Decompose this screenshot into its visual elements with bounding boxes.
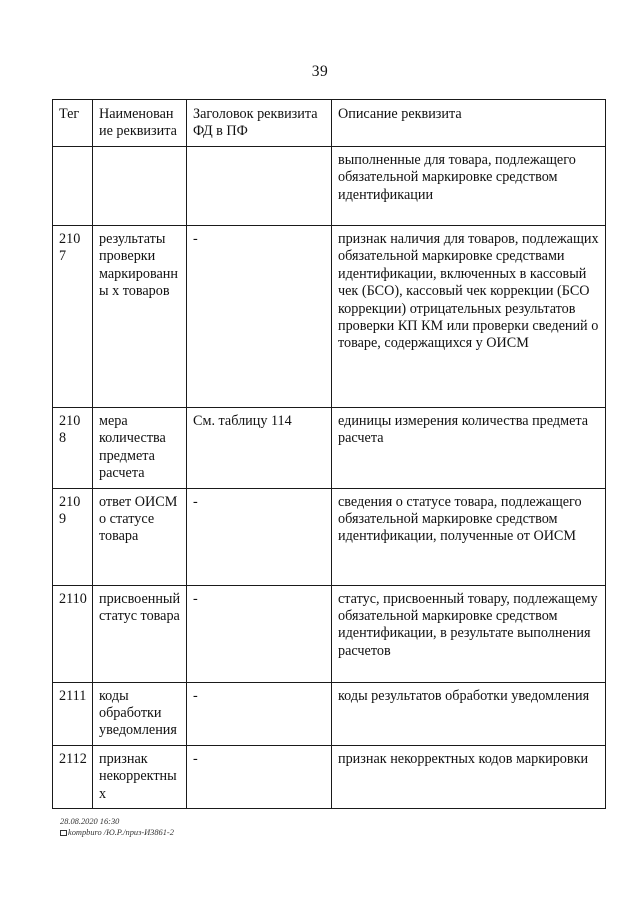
header-description: Описание реквизита: [332, 100, 606, 147]
page-number: 39: [311, 63, 329, 80]
footer-timestamp: 28.08.2020 16:30: [60, 817, 120, 826]
cell-description: единицы измерения количества предмета расчета: [332, 408, 606, 489]
cell-description: коды результатов обработки уведомления: [332, 682, 606, 745]
requisites-table: [52, 99, 606, 809]
cell-tag: 2111: [53, 682, 93, 745]
cell-tag: 2107: [53, 226, 93, 408]
table-row: [53, 488, 606, 585]
cell-fd-heading: -: [187, 226, 332, 408]
cell-tag: [53, 147, 93, 226]
cell-name: ответ ОИСМ о статусе товара: [93, 488, 187, 585]
cell-name: мера количества предмета расчета: [93, 408, 187, 489]
cell-name: признак некорректных: [93, 745, 187, 808]
cell-name: результаты проверки маркированны х товаров: [93, 226, 187, 408]
cell-name: коды обработки уведомления: [93, 682, 187, 745]
footer-path: kompburo /Ю.Р./приз-И3861-2: [68, 827, 174, 837]
cell-description: признак наличия для товаров, подлежащих обязательной маркировке средствами идентификации, включенных в кассовый чек (БСО), кассовый чек коррекции (БСО коррекции) отрицательных результатов проверки КП КМ или проверки сведений о товаре, содержащихся у ОИСМ: [332, 226, 606, 408]
cell-tag: 2109: [53, 488, 93, 585]
cell-description: сведения о статусе товара, подлежащего обязательной маркировке средством идентификации, полученные от ОИСМ: [332, 488, 606, 585]
footer-path-line: [60, 828, 174, 839]
cell-description: выполненные для товара, подлежащего обязательной маркировке средством идентификации: [332, 147, 606, 226]
cell-tag: 2112: [53, 745, 93, 808]
cell-fd-heading: См. таблицу 114: [187, 408, 332, 489]
table-row: [53, 585, 606, 682]
header-name: Наименование реквизита: [93, 100, 187, 147]
cell-fd-heading: -: [187, 682, 332, 745]
cell-fd-heading: -: [187, 488, 332, 585]
table-header-row: [53, 100, 606, 147]
header-tag: Тег: [53, 100, 93, 147]
cell-name: присвоенный статус товара: [93, 585, 187, 682]
table-row: [53, 682, 606, 745]
cell-tag: 2108: [53, 408, 93, 489]
table-row: [53, 147, 606, 226]
cell-description: признак некорректных кодов маркировки: [332, 745, 606, 808]
table-row: [53, 226, 606, 408]
cell-fd-heading: [187, 147, 332, 226]
cell-name: [93, 147, 187, 226]
table-row: [53, 408, 606, 489]
document-icon: [60, 830, 67, 836]
table-row: [53, 745, 606, 808]
header-fd-heading: Заголовок реквизита ФД в ПФ: [187, 100, 332, 147]
cell-tag: 2110: [53, 585, 93, 682]
cell-description: статус, присвоенный товару, подлежащему обязательной маркировке средством идентификации, в результате выполнения расчетов: [332, 585, 606, 682]
cell-fd-heading: -: [187, 745, 332, 808]
cell-fd-heading: -: [187, 585, 332, 682]
document-footer: [60, 817, 174, 838]
